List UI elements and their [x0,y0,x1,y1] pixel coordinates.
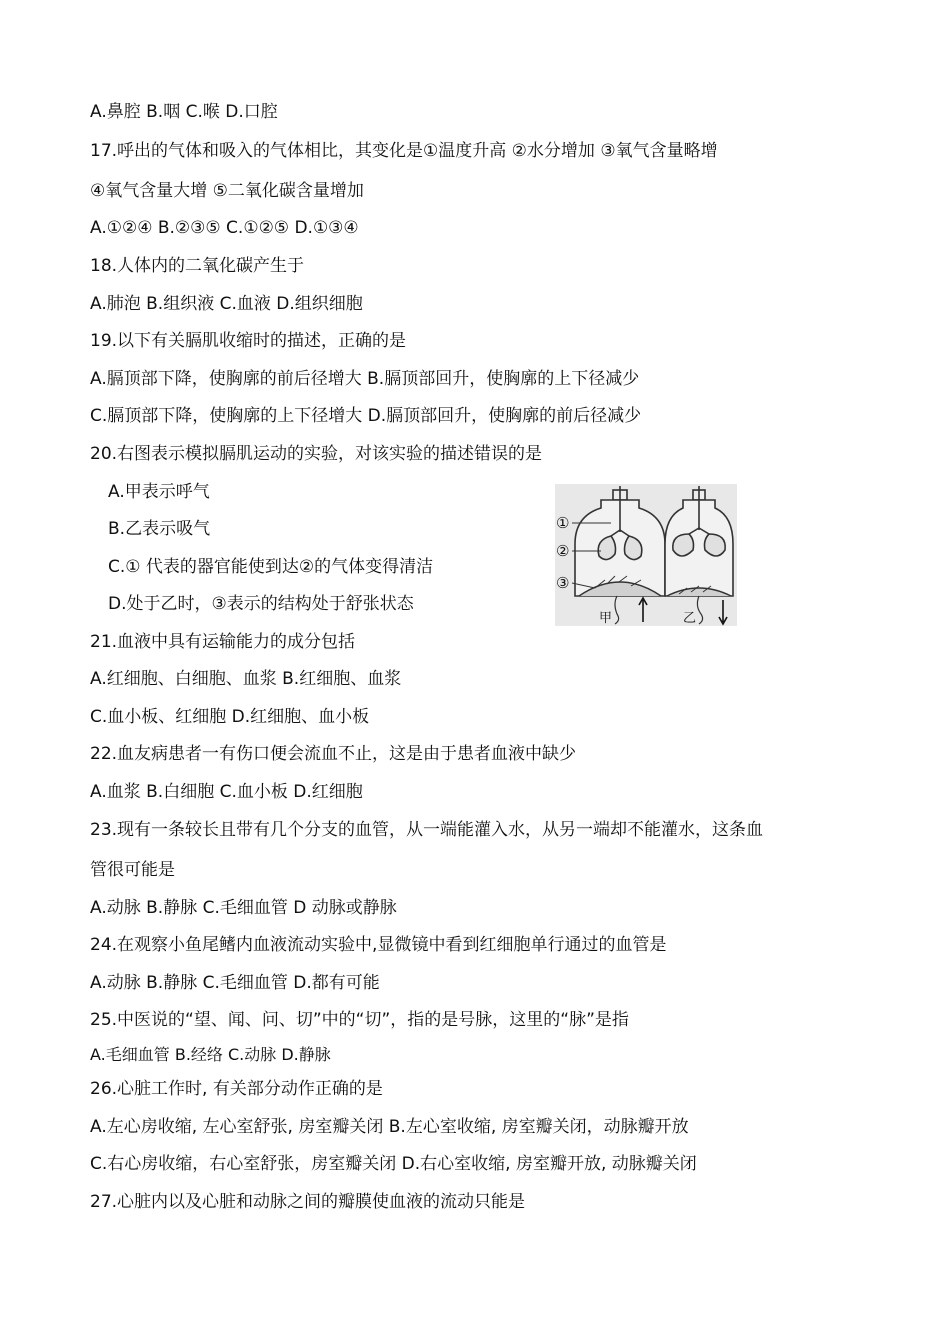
q21-stem: 21.血液中具有运输能力的成分包括 [90,632,356,652]
q19-options-cd: C.膈顶部下降，使胸廓的上下径增大 D.膈顶部回升，使胸廓的前后径减少 [90,406,642,426]
q20-option-c: C.① 代表的器官能使到达②的气体变得清洁 [108,557,434,577]
q19-options-ab: A.膈顶部下降，使胸廓的前后径增大 B.膈顶部回升，使胸廓的上下径减少 [90,369,640,389]
q23-options: A.动脉 B.静脉 C.毛细血管 D 动脉或静脉 [90,898,397,918]
q20-option-b: B.乙表示吸气 [108,519,211,539]
diaphragm-model-figure [555,484,737,626]
q26-options-cd: C.右心房收缩，右心室舒张，房室瓣关闭 D.右心室收缩, 房室瓣开放, 动脉瓣关闭 [90,1154,697,1174]
q17-stem-cont: ④氧气含量大增 ⑤二氧化碳含量增加 [90,181,364,201]
q23-stem: 23.现有一条较长且带有几个分支的血管，从一端能灌入水，从另一端却不能灌水，这条血 [90,820,764,840]
q27-stem: 27.心脏内以及心脏和动脉之间的瓣膜使血液的流动只能是 [90,1192,526,1212]
q25-stem: 25.中医说的“望、闻、问、切”中的“切”，指的是号脉，这里的“脉”是指 [90,1010,629,1030]
q20-option-a: A.甲表示呼气 [108,482,210,502]
q26-stem: 26.心脏工作时, 有关部分动作正确的是 [90,1079,383,1099]
label-2: ② [556,542,570,560]
q22-options: A.血浆 B.白细胞 C.血小板 D.红细胞 [90,782,363,802]
label-1: ① [556,514,570,532]
q19-stem: 19.以下有关膈肌收缩时的描述，正确的是 [90,331,407,351]
q23-stem-cont: 管很可能是 [90,860,175,880]
q21-options-ab: A.红细胞、白细胞、血浆 B.红细胞、血浆 [90,669,402,689]
q21-options-cd: C.血小板、红细胞 D.红细胞、血小板 [90,707,370,727]
q17-options: A.①②④ B.②③⑤ C.①②⑤ D.①③④ [90,218,359,238]
q24-stem: 24.在观察小鱼尾鳍内血液流动实验中,显微镜中看到红细胞单行通过的血管是 [90,935,667,955]
label-jia: 甲 [599,611,613,626]
q18-options: A.肺泡 B.组织液 C.血液 D.组织细胞 [90,294,363,314]
q22-stem: 22.血友病患者一有伤口便会流血不止，这是由于患者血液中缺少 [90,744,577,764]
q20-stem: 20.右图表示模拟膈肌运动的实验，对该实验的描述错误的是 [90,444,543,464]
label-yi: 乙 [683,611,697,626]
q25-options: A.毛细血管 B.经络 C.动脉 D.静脉 [90,1045,331,1064]
q17-stem: 17.呼出的气体和吸入的气体相比，其变化是①温度升高 ②水分增加 ③氧气含量略增 [90,141,718,161]
q20-option-d: D.处于乙时，③表示的结构处于舒张状态 [108,594,414,614]
q24-options: A.动脉 B.静脉 C.毛细血管 D.都有可能 [90,973,380,993]
label-3: ③ [556,574,570,592]
q18-stem: 18.人体内的二氧化碳产生于 [90,256,305,276]
q16-options: A.鼻腔 B.咽 C.喉 D.口腔 [90,102,278,122]
q26-options-ab: A.左心房收缩, 左心室舒张, 房室瓣关闭 B.左心室收缩, 房室瓣关闭，动脉瓣开放 [90,1117,689,1137]
